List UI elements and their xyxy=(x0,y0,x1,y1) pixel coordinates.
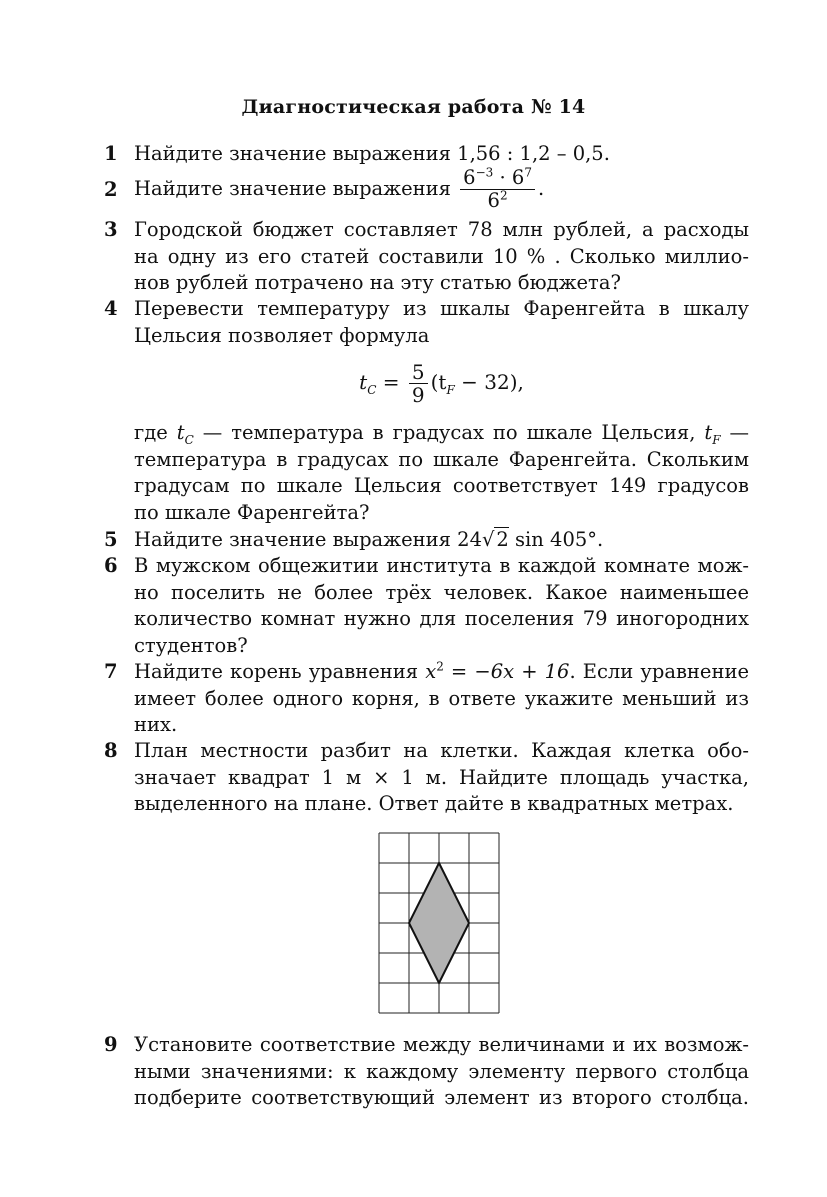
text-line: значает квадрат 1 м × 1 м. Найдите площадь участка, xyxy=(134,765,749,789)
problem-9 xyxy=(104,1032,749,1112)
text-line: количество комнат нужно для поселения 79 иногородних xyxy=(134,607,749,630)
problem-number: 8 xyxy=(104,739,118,762)
text-line: Цельсия позволяет формула xyxy=(134,323,430,347)
problem-number: 1 xyxy=(104,142,118,165)
text-line: Перевести температуру из шкалы Фаренгейта в шкалу xyxy=(134,297,749,320)
text-line: студентов? xyxy=(134,633,248,657)
text-line: имеет более одного корня, в ответе укажите меньший из xyxy=(134,686,749,710)
text-line: градусам по шкале Цельсия соответствует 149 градусов xyxy=(134,474,749,497)
problem-8 xyxy=(104,738,749,818)
text-line: них. xyxy=(134,713,178,736)
text-line: нов рублей потрачено на эту статью бюджета? xyxy=(134,271,621,294)
problem-1 xyxy=(104,141,749,168)
problem-3 xyxy=(104,217,749,297)
problem-number: 7 xyxy=(104,660,118,683)
problem-number: 5 xyxy=(104,528,118,551)
text-line: где $t_C$ — температура в градусах по шкале Цельсия, $t_F$ — xyxy=(134,421,750,447)
fraction xyxy=(460,167,535,212)
page-title: Диагностическая работа № 14 xyxy=(241,96,586,118)
text-line: Найдите корень уравнения $x^2 = -6x + 16$. Если уравнение xyxy=(134,659,750,683)
problem-number: 2 xyxy=(104,178,118,201)
fraction-numerator: $6^{-3} \cdot 6^7$ xyxy=(460,167,535,190)
fraction-denominator: $6^2$ xyxy=(487,188,508,212)
problem-number: 9 xyxy=(104,1033,118,1056)
text-line: но поселить не более трёх человек. Какое наименьшее xyxy=(134,580,749,604)
problem-number: 3 xyxy=(104,218,118,241)
sqrt-sign: √ xyxy=(481,528,495,551)
text-line: выделенного на плане. Ответ дайте в квадратных метрах. xyxy=(134,792,734,815)
text-line: Городской бюджет составляет 78 млн рублей, а расходы xyxy=(134,218,749,241)
problem-5: 5 Найдите значение выражения 24√ 2 sin 405°. xyxy=(104,527,749,554)
formula: $t_C$ = $\frac{5}{9}$ $(t_F - 32)$, xyxy=(359,360,524,407)
text-line: В мужском общежитии института в каждой комнате мож- xyxy=(134,554,749,577)
text-line: подберите соответствующий элемент из второго столбца. xyxy=(134,1086,749,1109)
problem-number: 4 xyxy=(104,297,118,320)
text-line: План местности разбит на клетки. Каждая клетка обо- xyxy=(134,739,749,762)
text-line: по шкале Фаренгейта? xyxy=(134,500,370,524)
text-line: на одну из его статей составили 10 % . Сколько миллио- xyxy=(134,244,749,268)
grid-plan-figure xyxy=(378,832,500,1014)
text-line: ными значениями: к каждому элементу первого столбца xyxy=(134,1059,749,1083)
problem-2: 2 Найдите значение выражения $\frac{6^{-3} \cdot 6^7}{6^2}$ . xyxy=(104,165,545,212)
problem-text: Найдите значение выражения 1,56 : 1,2 – 0,5. xyxy=(134,142,610,165)
problem-4 xyxy=(104,296,749,526)
problem-7 xyxy=(104,659,749,739)
problem-6 xyxy=(104,553,749,659)
problem-text: Найдите значение выражения xyxy=(134,177,451,200)
text-line: температура в градусах по шкале Фаренгейта. Скольким xyxy=(134,447,749,471)
shaded-rhombus xyxy=(409,863,469,983)
problem-number: 6 xyxy=(104,554,118,577)
sqrt-radicand: 2 xyxy=(496,528,509,551)
text-line: Установите соответствие между величинами и их возмож- xyxy=(134,1033,749,1056)
